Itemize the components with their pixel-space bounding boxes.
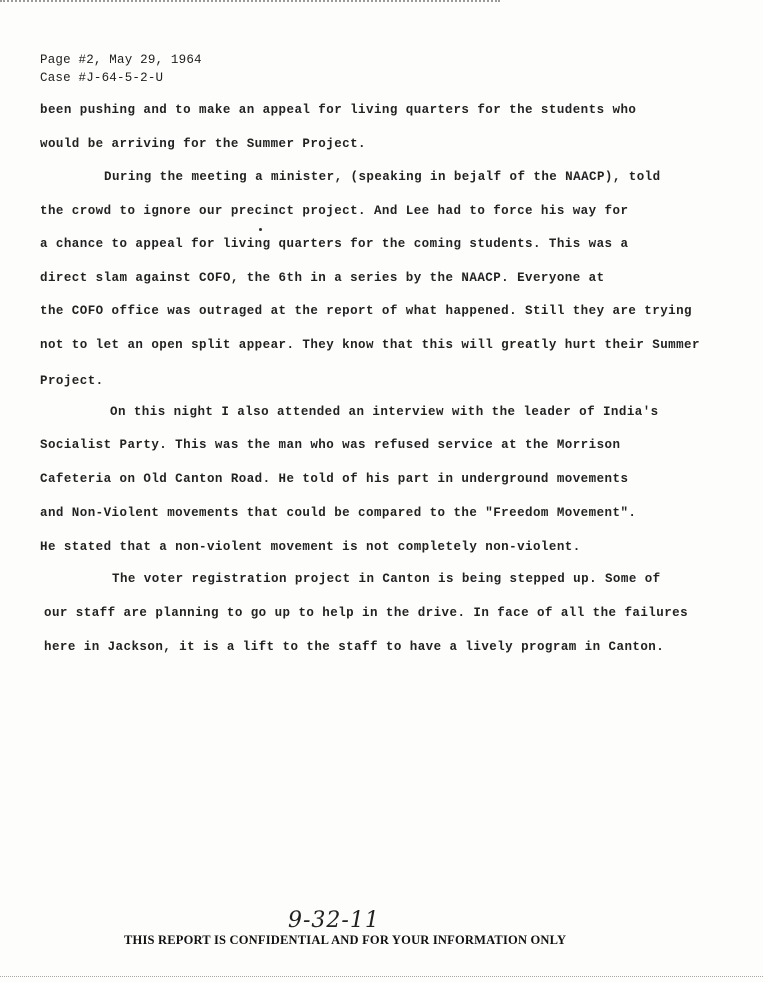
bottom-edge-dots: [0, 976, 763, 981]
body-line: Socialist Party. This was the man who was refused service at the Morrison: [40, 438, 621, 452]
body-line: and Non-Violent movements that could be compared to the "Freedom Movement".: [40, 506, 637, 520]
case-number-line: Case #J-64-5-2-U: [40, 71, 164, 85]
body-line: the crowd to ignore our precinct project. And Lee had to force his way for: [40, 204, 629, 218]
body-line: direct slam against COFO, the 6th in a series by the NAACP. Everyone at: [40, 271, 605, 285]
body-line: our staff are planning to go up to help in the drive. In face of all the failures: [44, 606, 689, 620]
body-line: Project.: [40, 374, 104, 388]
body-line: He stated that a non-violent movement is not completely non-violent.: [40, 540, 581, 554]
body-line: The voter registration project in Canton is being stepped up. Some of: [112, 572, 661, 586]
body-line: not to let an open split appear. They know that this will greatly hurt their Summer: [40, 338, 700, 352]
body-line: been pushing and to make an appeal for living quarters for the students who: [40, 103, 637, 117]
body-line: the COFO office was outraged at the report of what happened. Still they are trying: [40, 304, 692, 318]
body-line: During the meeting a minister, (speaking in bejalf of the NAACP), told: [104, 170, 661, 184]
body-line: here in Jackson, it is a lift to the staff to have a lively program in Canton.: [44, 640, 665, 654]
handwritten-file-number: 9-32-11: [288, 908, 380, 933]
page-date-line: Page #2, May 29, 1964: [40, 53, 202, 67]
scan-speck: [259, 228, 262, 231]
body-line: Cafeteria on Old Canton Road. He told of his part in underground movements: [40, 472, 629, 486]
body-line: On this night I also attended an interview with the leader of India's: [110, 405, 659, 419]
body-line: a chance to appeal for living quarters for the coming students. This was a: [40, 237, 629, 251]
body-line: would be arriving for the Summer Project.: [40, 137, 366, 151]
top-edge-dots: [0, 0, 500, 6]
confidential-footer: THIS REPORT IS CONFIDENTIAL AND FOR YOUR INFORMATION ONLY: [124, 933, 567, 947]
